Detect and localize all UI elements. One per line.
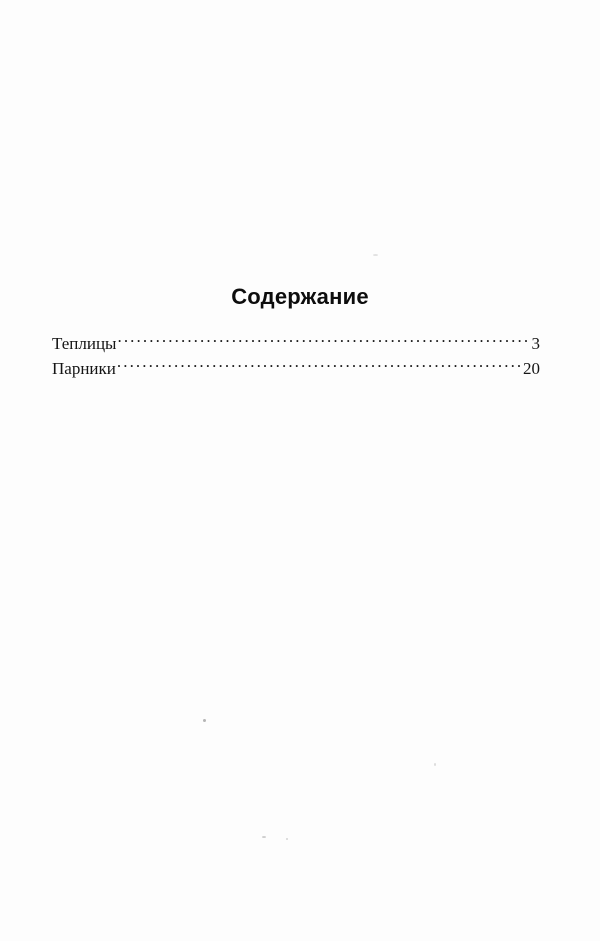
toc-entry-label: Теплицы [52,334,117,353]
toc-entry-page-number: 3 [531,334,540,353]
table-of-contents [52,331,540,381]
scan-speck [434,763,436,766]
toc-entry-label: Парники [52,359,116,378]
scan-speck [262,836,266,838]
list-item[interactable] [52,356,540,381]
scan-speck [286,838,288,840]
toc-leader-dots [117,332,530,349]
toc-leader-dots [117,357,522,374]
page-title: Содержание [231,284,369,309]
toc-entry-page-number: 20 [523,359,540,378]
scan-speck [373,254,378,256]
list-item[interactable] [52,331,540,356]
scan-speck [203,719,206,722]
